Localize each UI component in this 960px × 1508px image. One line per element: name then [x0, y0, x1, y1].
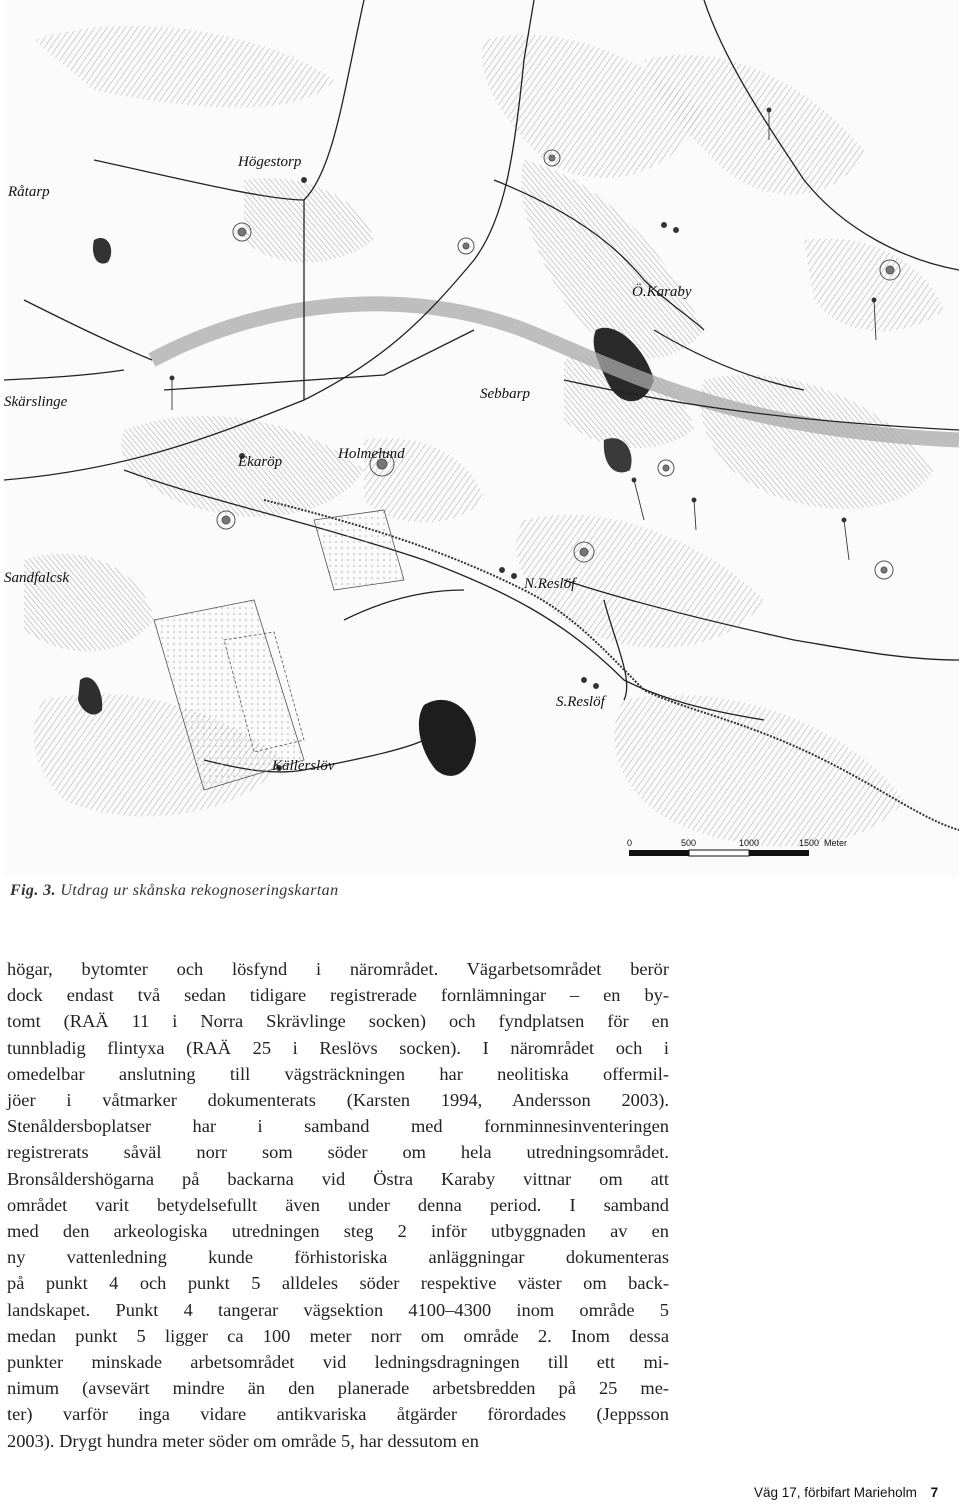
scale-tick-label: 500 [681, 838, 697, 848]
terrain-hachures [24, 26, 944, 846]
text-line: 2003). Drygt hundra meter söder om område 5, har dessutom en [7, 1430, 479, 1451]
scale-unit-label: Meter [824, 838, 848, 848]
text-line: med den arkeologiska utredningen steg 2 inför utbyggnaden av en [7, 1221, 669, 1242]
body-paragraph [7, 956, 669, 1454]
text-line: omedelbar anslutning till vägsträckningen har neolitiska offermil- [7, 1063, 669, 1084]
page-number: 7 [930, 1485, 939, 1500]
place-label: Holmelund [338, 446, 405, 462]
text-line: tomt (RAÄ 11 i Norra Skrävlinge socken) och fyndplatsen för en [7, 1011, 669, 1032]
place-label: Ö.Karaby [632, 284, 692, 300]
text-line: registrerats såväl norr som söder om hela utredningsområdet. [7, 1142, 669, 1163]
page-footer [754, 1485, 938, 1500]
text-line: Stenåldersboplatser har i samband med fornminnesinventeringen [7, 1116, 669, 1137]
scale-tick-label: 0 [627, 838, 633, 848]
text-line: ny vattenledning kunde förhistoriska anläggningar dokumenteras [7, 1247, 669, 1268]
text-line: punkter minskade arbetsområdet vid ledningsdragningen till ett mi- [7, 1352, 669, 1373]
figure-caption [10, 882, 910, 900]
place-label: Skärslinge [4, 394, 68, 410]
text-line: högar, bytomter och lösfynd i närområdet. Vägarbetsområdet berör [7, 959, 669, 979]
text-line: medan punkt 5 ligger ca 100 meter norr om område 2. Inom dessa [7, 1325, 669, 1346]
place-label: S.Reslöf [556, 694, 605, 710]
running-title: Väg 17, förbifart Marieholm [754, 1485, 917, 1500]
place-label: Källerslöv [272, 758, 335, 774]
place-label: N.Reslöf [524, 576, 576, 592]
historical-map-figure [4, 0, 959, 876]
figure-caption-text: Utdrag ur skånska rekognoseringskartan [60, 882, 339, 899]
text-line: området varit betydelsefullt även under denna period. I samband [7, 1194, 669, 1215]
place-label: Sandfalcsk [4, 570, 69, 586]
text-line: på punkt 4 och punkt 5 alldeles söder respektive väster om back- [7, 1273, 669, 1294]
figure-label: Fig. 3. [10, 882, 56, 899]
place-label: Högestorp [238, 154, 302, 170]
place-label: Sebbarp [480, 386, 530, 402]
text-line: tunnbladig flintyxa (RAÄ 25 i Reslövs socken). I närområdet och i [7, 1037, 669, 1058]
place-label: Råtarp [8, 184, 50, 200]
text-line: jöer i våtmarker dokumenterats (Karsten 1994, Andersson 2003). [7, 1090, 669, 1111]
text-line: ter) varför inga vidare antikvariska åtgärder förordades (Jeppsson [7, 1404, 669, 1425]
text-line: dock endast två sedan tidigare registrerade fornlämningar – en by- [7, 985, 669, 1006]
field-plots [154, 510, 404, 790]
scale-tick-label: 1500 [799, 838, 820, 848]
place-label: Ekaröp [238, 454, 283, 470]
scale-tick-label: 1000 [739, 838, 760, 848]
text-line: landskapet. Punkt 4 tangerar vägsektion 4100–4300 inom område 5 [7, 1299, 669, 1320]
text-line: Bronsåldershögarna på backarna vid Östra Karaby vittnar om att [7, 1168, 669, 1189]
text-line: nimum (avsevärt mindre än den planerade arbetsbredden på 25 me- [7, 1378, 669, 1399]
map-drawing [4, 0, 959, 876]
